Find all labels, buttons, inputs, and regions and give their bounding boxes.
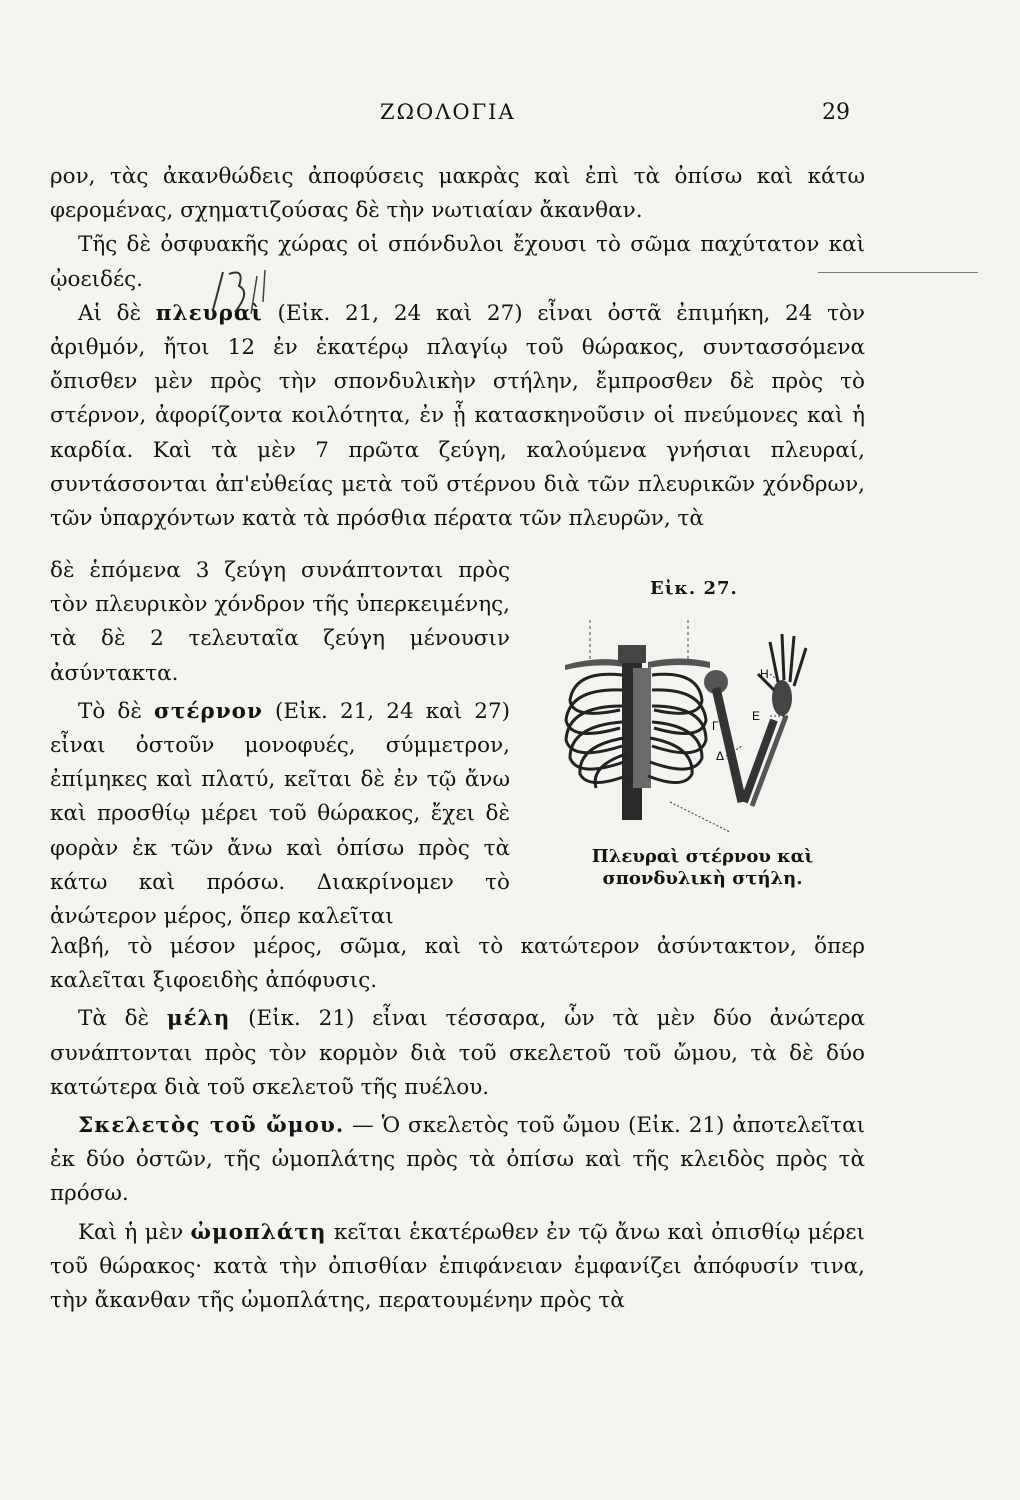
- omoplati-body: κεῖται ἑκατέρωθεν ἐν τῷ ἄνω καὶ ὀπισθίῳ μέρει τοῦ θώρακος· κατὰ τὴν ὀπισθίαν ἐπιφάνειαν ἐμφανίζει ἀπόφυσίν τινα, τὴν ἄκανθαν τῆς ὠμοπλάτης, περατουμένην πρὸς τὰ: [50, 1219, 865, 1314]
- omoplati-term: ὠμοπλάτη: [190, 1219, 327, 1245]
- pleurai-body: (Εἰκ. 21, 24 καὶ 27) εἶναι ὀστᾶ ἐπιμήκη, 24 τὸν ἀριθμόν, ἤτοι 12 ἐν ἑκατέρῳ πλαγίῳ τοῦ θώρακος, συντασσόμενα ὄπισθεν μὲν πρὸς τὴν σπονδυλικὴν στήλην, ἔμπροσθεν δὲ πρὸς τὸ στέρνον, ἀφορίζοντα κοιλότητα, ἐν ᾗ κατασκηνοῦσιν οἱ πνεύμονες καὶ ἡ καρδία. Καὶ τὰ μὲν 7 πρῶτα ζεύγη, καλούμενα γνήσιαι πλευραί, συντάσσονται ἀπ'εὐθείας μετὰ τοῦ στέρνου διὰ τῶν πλευρικῶν χόνδρων, τῶν ὑπαρχόντων κατὰ τὰ πρόσθια πέρατα τῶν πλευρῶν, τὰ: [50, 300, 865, 532]
- paragraph-pleurai-continued: δὲ ἑπόμενα 3 ζεύγη συνάπτονται πρὸς τὸν πλευρικὸν χόνδρον τῆς ὑπερκειμένης, τὰ δὲ 2 τελευταῖα ζεύγη μένουσιν ἀσύντακτα.: [50, 558, 510, 686]
- paragraph-meli: [50, 1002, 865, 1105]
- sternon-term: στέρνον: [154, 698, 263, 724]
- running-head: [0, 100, 1020, 134]
- meli-lead: Τὰ δὲ: [78, 1006, 167, 1032]
- paragraph-pleurai: [50, 297, 865, 536]
- paragraph-sternon-tail: λαβή, τὸ μέσον μέρος, σῶμα, καὶ τὸ κατώτερον ἀσύντακτον, ὅπερ καλεῖται ξιφοειδὴς ἀπόφυσις.: [50, 934, 865, 994]
- sternon-lead: Τὸ δὲ: [78, 698, 155, 724]
- page-number: 29: [822, 100, 850, 125]
- pleurai-lead: Αἱ δὲ: [78, 300, 156, 326]
- omoplati-lead: Καὶ ἡ μὲν: [78, 1219, 191, 1245]
- letter-G: Γ: [712, 719, 719, 733]
- stray-pencil-line: [818, 272, 978, 273]
- paragraph-sternon: [50, 695, 510, 934]
- paragraph-osfyaki: Τῆς δὲ ὀσφυακῆς χώρας οἱ σπόνδυλοι ἔχουσι τὸ σῶμα παχύτατον καὶ ᾠοειδές.: [50, 232, 865, 292]
- running-title: ΖΩΟΛΟΓΙΑ: [380, 100, 516, 124]
- meli-body: (Εἰκ. 21) εἶναι τέσσαρα, ὧν τὰ μὲν δύο ἀνώτερα συνάπτονται πρὸς τὸν κορμὸν διὰ τοῦ σκελετοῦ τοῦ ὤμου, τὰ δὲ δύο κατώτερα διὰ τοῦ σκελετοῦ τῆς πυέλου.: [50, 1006, 865, 1100]
- skeleton-illustration: [530, 570, 875, 845]
- pleurai-term: πλευραὶ: [155, 300, 263, 326]
- letter-E: Ε: [752, 709, 761, 723]
- paragraph-omoplati: [50, 1216, 865, 1319]
- main-text-upper: [50, 160, 865, 536]
- handwritten-note: [205, 262, 285, 326]
- skeletos-body: Ὁ σκελετὸς τοῦ ὤμου (Εἰκ. 21) ἀποτελεῖται ἐκ δύο ὀστῶν, τῆς ὠμοπλάτης πρὸς τὰ ὀπίσω καὶ τῆς κλειδὸς πρὸς τὰ πρόσω.: [50, 1113, 866, 1207]
- meli-term: μέλη: [166, 1006, 231, 1032]
- paragraph-continuation: ρον, τὰς ἀκανθώδεις ἀποφύσεις μακρὰς καὶ ἐπὶ τὰ ὀπίσω καὶ κάτω φερομένας, σχηματιζούσας δὲ τὴν νωτιαίαν ἄκανθαν.: [50, 164, 865, 224]
- skeletos-term: Σκελετὸς τοῦ ὤμου.: [78, 1113, 345, 1139]
- sternon-body: (Εἰκ. 21, 24 καὶ 27) εἶναι ὀστοῦν μονοφυές, σύμμετρον, ἐπίμηκες καὶ πλατύ, κεῖται δὲ ἐν τῷ ἄνω καὶ προσθίῳ μέρει τοῦ θώρακος, ἔχει δὲ φορὰν ἐκ τῶν ἄνω καὶ ὀπίσω πρὸς τὰ κάτω καὶ πρόσω. Διακρίνομεν τὸ ἀνώτερον μέρος, ὅπερ καλεῖται: [50, 698, 511, 930]
- figure-caption: Πλευραὶ στέρνου καὶ σπονδυλικὴ στήλη.: [591, 846, 814, 889]
- figure-27: [530, 570, 875, 910]
- letter-H: Η: [760, 667, 769, 681]
- main-text-lower: [50, 930, 865, 1318]
- skeletos-dash: —: [344, 1113, 382, 1139]
- figure-label: Εἰκ. 27.: [650, 578, 738, 599]
- paragraph-skeletos: [50, 1109, 865, 1212]
- letter-D: Δ: [716, 749, 725, 763]
- main-text-wrapped: [50, 554, 510, 934]
